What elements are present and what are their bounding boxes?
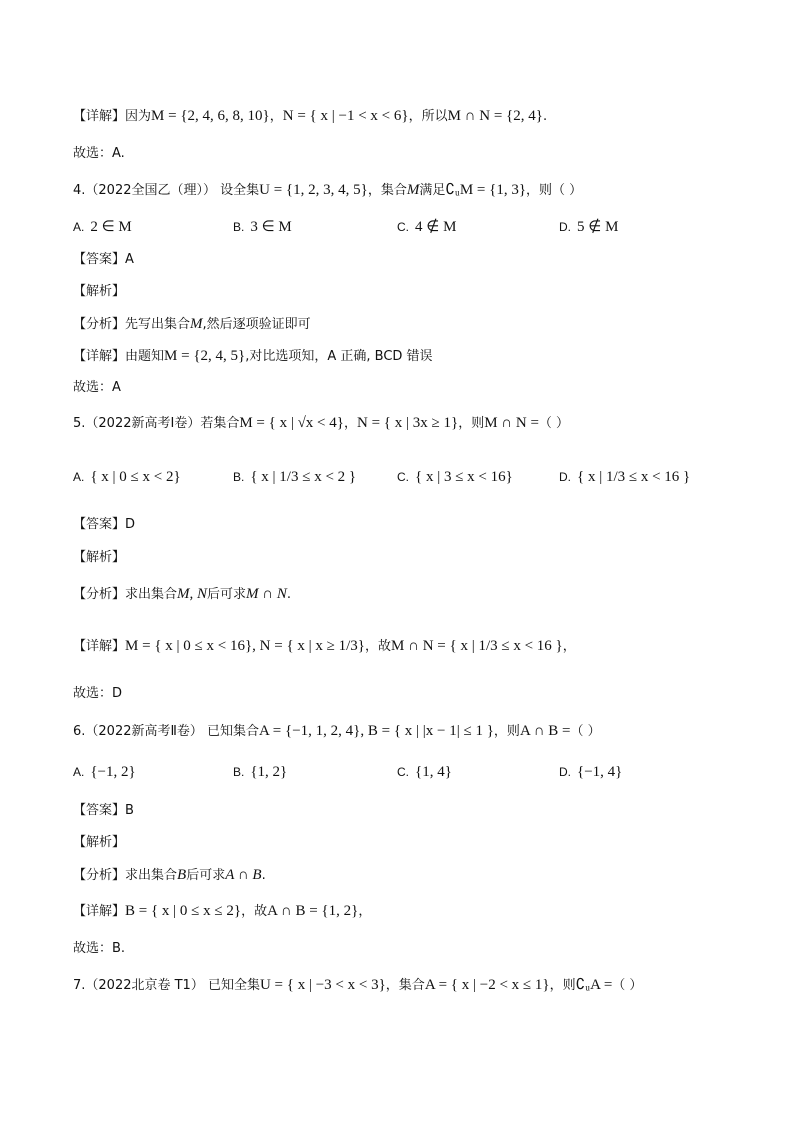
- q4-option-b: [233, 217, 292, 238]
- answer-label: 【答案】A: [73, 252, 134, 267]
- q5-option-c: [397, 467, 513, 488]
- option-label: B.: [233, 220, 245, 234]
- math: M: [190, 316, 203, 332]
- q6-option-b: [233, 762, 287, 783]
- analysis-label: 【解析】: [73, 284, 126, 299]
- math: U = { x | −3 < x < 3}: [259, 977, 386, 993]
- option-label: A.: [73, 765, 85, 779]
- math: U = {1, 2, 3, 4, 5}: [259, 182, 368, 198]
- punct: .: [542, 109, 548, 124]
- choice-line: 故选：A: [73, 380, 121, 395]
- q6-option-a: [73, 762, 136, 783]
- math: A = { x | −2 < x ≤ 1}: [424, 977, 550, 993]
- question-6: [73, 721, 601, 742]
- math: M ∩ N: [246, 586, 287, 602]
- question-text: 4.（2022全国乙（理）） 设全集: [73, 183, 260, 198]
- option-text: { x | 1/3 ≤ x < 2 }: [250, 469, 357, 485]
- q5-option-a: [73, 467, 181, 488]
- option-text: { x | 1/3 ≤ x < 16 }: [577, 469, 691, 485]
- option-text: { x | 0 ≤ x < 2}: [90, 469, 181, 485]
- math: N = { x | 3x ≥ 1}: [357, 415, 459, 431]
- math: ∁ᵤA =: [575, 977, 613, 993]
- option-text: 4 ∉ M: [415, 219, 457, 235]
- analysis-line: [73, 584, 291, 605]
- text: ,对比选项知，A 正确, BCD 错误: [245, 349, 433, 364]
- text: ，则: [458, 416, 485, 431]
- text: ，: [343, 416, 357, 431]
- option-label: B.: [233, 765, 245, 779]
- explanation-line: [73, 106, 547, 127]
- option-text: 5 ∉ M: [577, 219, 619, 235]
- text: （ ）: [612, 978, 643, 993]
- option-text: {−1, 2}: [90, 764, 136, 780]
- explanation-line: [73, 901, 371, 922]
- text: 【分析】求出集合: [73, 868, 178, 883]
- text: 【详解】: [73, 639, 126, 654]
- text: ，故: [241, 904, 268, 919]
- math: M = {2, 4, 5}: [164, 348, 246, 364]
- question-text: 6.（2022新高考Ⅱ卷） 已知集合: [73, 724, 260, 739]
- question-4: [73, 180, 582, 201]
- option-label: D.: [559, 765, 571, 779]
- math: M = { x | 0 ≤ x < 16}, N = { x | x ≥ 1/3}: [125, 638, 366, 654]
- choice-line: 故选：B.: [73, 941, 126, 956]
- label: 【详解】因为: [73, 109, 152, 124]
- math: M = {2, 4, 6, 8, 10}: [151, 108, 270, 124]
- choice-line: 故选：D: [73, 686, 123, 701]
- text: 后可求: [186, 868, 226, 883]
- math: A = {−1, 1, 2, 4}, B = { x | |x − 1| ≤ 1 }: [259, 723, 494, 739]
- option-text: {1, 4}: [415, 764, 452, 780]
- question-5: [73, 413, 569, 434]
- question-text: 7.（2022北京卷 T1） 已知全集: [73, 978, 260, 993]
- math: M = { x | √x < 4}: [239, 415, 344, 431]
- option-text: 2 ∈ M: [90, 219, 132, 235]
- text: ，: [562, 639, 576, 654]
- q4-option-c: [397, 217, 456, 238]
- q6-option-c: [397, 762, 452, 783]
- choice-line: 故选：A.: [73, 146, 125, 161]
- answer-label: 【答案】D: [73, 517, 136, 532]
- text: （ ）: [570, 724, 601, 739]
- q6-option-d: [559, 762, 622, 783]
- text: ，: [358, 904, 372, 919]
- text: 后可求: [207, 587, 247, 602]
- math: M: [406, 182, 420, 198]
- math: A ∩ B: [225, 867, 262, 883]
- text: .: [261, 868, 266, 883]
- text: ,然后逐项验证即可: [202, 317, 311, 332]
- option-label: A.: [73, 220, 85, 234]
- text: （ ）: [538, 416, 570, 431]
- text: ，所以: [408, 109, 448, 124]
- math: B: [177, 867, 187, 883]
- analysis-label: 【解析】: [73, 550, 126, 565]
- option-label: D.: [559, 470, 571, 484]
- text: ，则: [549, 978, 576, 993]
- explanation-line: [73, 346, 433, 367]
- text: 【详解】: [73, 904, 126, 919]
- text: 【分析】先写出集合: [73, 317, 191, 332]
- math: A ∩ B = {1, 2}: [267, 903, 359, 919]
- q5-option-d: [559, 467, 690, 488]
- option-text: {1, 2}: [250, 764, 288, 780]
- math: M ∩ N = {2, 4}: [447, 108, 543, 124]
- option-text: 3 ∈ M: [250, 219, 292, 235]
- option-label: C.: [397, 220, 409, 234]
- math: N = { x | −1 < x < 6}: [282, 108, 409, 124]
- text: 【详解】由题知: [73, 349, 165, 364]
- analysis-line: [73, 314, 311, 335]
- explanation-line: [73, 636, 576, 657]
- option-label: B.: [233, 470, 245, 484]
- text: ，则（ ）: [526, 183, 583, 198]
- question-7: [73, 975, 642, 996]
- text: ，故: [365, 639, 392, 654]
- q4-option-a: [73, 217, 132, 238]
- q4-option-d: [559, 217, 618, 238]
- math: B = { x | 0 ≤ x ≤ 2}: [125, 903, 242, 919]
- answer-label: 【答案】B: [73, 803, 134, 818]
- math: M ∩ N = { x | 1/3 ≤ x < 16 }: [391, 638, 563, 654]
- text: ，集合: [367, 183, 407, 198]
- option-text: {−1, 4}: [577, 764, 623, 780]
- text: .: [286, 587, 292, 602]
- text: ，集合: [385, 978, 425, 993]
- option-label: A.: [73, 470, 85, 484]
- option-label: C.: [397, 765, 409, 779]
- q5-option-b: [233, 467, 356, 488]
- math: M ∩ N =: [484, 415, 539, 431]
- text: ，则: [493, 724, 520, 739]
- option-label: C.: [397, 470, 409, 484]
- text: 【分析】求出集合: [73, 587, 178, 602]
- option-label: D.: [559, 220, 571, 234]
- punct: ，: [269, 109, 283, 124]
- question-text: 5.（2022新高考Ⅰ卷）若集合: [73, 416, 240, 431]
- analysis-line: [73, 865, 266, 886]
- math: ∁ᵤM = {1, 3}: [445, 182, 527, 198]
- math: A ∩ B =: [519, 723, 571, 739]
- option-text: { x | 3 ≤ x < 16}: [415, 469, 513, 485]
- math: M, N: [177, 586, 208, 602]
- analysis-label: 【解析】: [73, 835, 126, 850]
- text: 满足: [419, 183, 446, 198]
